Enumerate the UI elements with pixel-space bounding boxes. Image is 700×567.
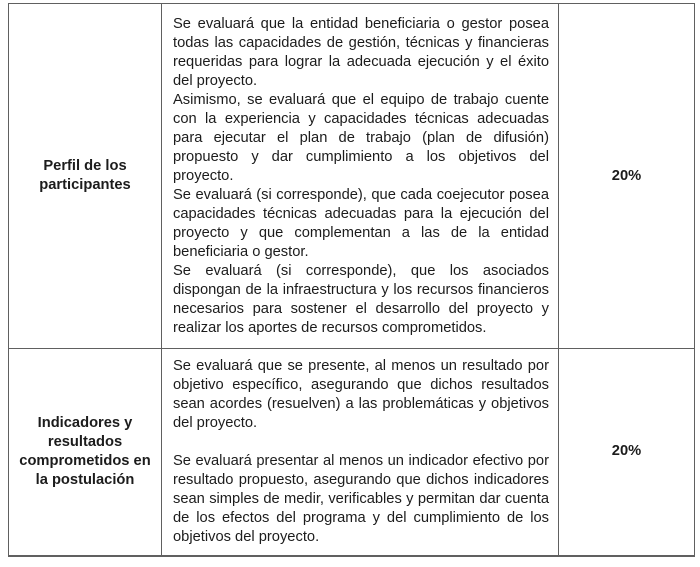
criterion-paragraph: Se evaluará que se presente, al menos un resultado por objetivo específico, asegurando que dichos resultados sean acordes (resuelven) a las problemáticas y objetivos del proyecto. — [173, 357, 549, 431]
criterion-paragraph: Se evaluará (si corresponde), que los asociados dispongan de la infraestructura y los recursos financieros necesarios para sostener el desarrollo del proyecto y realizar los aportes de recursos comprometidos. — [173, 262, 549, 336]
criterion-description-cell — [162, 4, 559, 349]
criterion-paragraph: Se evaluará presentar al menos un indicador efectivo por resultado propuesto, asegurando que dichos indicadores sean simples de medir, verificables y permitan dar cuenta de los efectos del programa y del cumplimiento de los objetivos del proyecto. — [173, 452, 549, 545]
table-row — [9, 4, 695, 349]
criterion-name-cell: Perfil de los participantes — [9, 4, 162, 349]
weight-cell: 20% — [559, 349, 695, 556]
evaluation-criteria-table — [8, 3, 695, 557]
criterion-name-cell: Indicadores y resultados comprometidos en la postulación — [9, 349, 162, 556]
criterion-paragraph: Asimismo, se evaluará que el equipo de trabajo cuente con la experiencia y capacidades técnicas adecuadas para ejecutar el plan de trabajo (plan de difusión) propuesto y dar cumplimiento a los objetivos del proyecto. — [173, 91, 549, 184]
criterion-paragraph: Se evaluará que la entidad beneficiaria o gestor posea todas las capacidades de gestión, técnicas y financieras requeridas para lograr la adecuada ejecución y el éxito del proyecto. — [173, 15, 549, 89]
criterion-description-cell — [162, 349, 559, 556]
table-row — [9, 349, 695, 556]
criterion-paragraph: Se evaluará (si corresponde), que cada coejecutor posea capacidades técnicas adecuadas para la ejecución del proyecto y que complementan a las de la entidad beneficiaria o gestor. — [173, 186, 549, 260]
weight-cell: 20% — [559, 4, 695, 349]
